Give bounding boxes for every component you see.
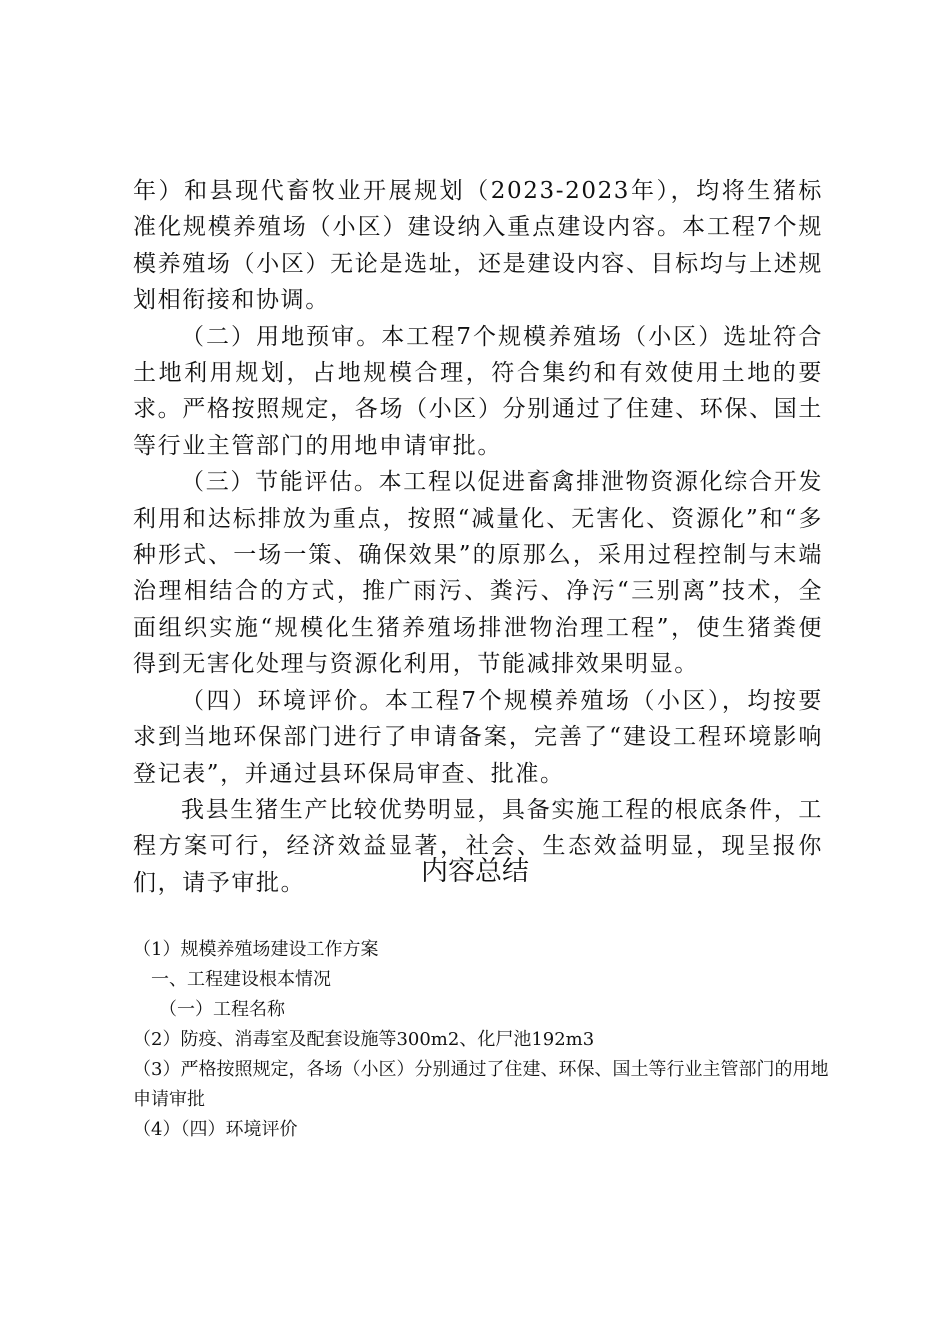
main-body-text <box>133 173 823 901</box>
paragraph-environment-assessment: （四）环境评价。本工程7个规模养殖场（小区），均按要求到当地环保部门进行了申请备案，完善了“建设工程环境影响登记表”，并通过县环保局审查、批准。 <box>133 687 823 787</box>
paragraph-land-use-review: （二）用地预审。本工程7个规模养殖场（小区）选址符合土地利用规划，占地规模合理，符合集约和有效使用土地的要求。严格按照规定，各场（小区）分别通过了住建、环保、国土等行业主管部门的用地申请审批。 <box>133 323 823 459</box>
summary-item: （3）严格按照规定，各场（小区）分别通过了住建、环保、国土等行业主管部门的用地申请审批 <box>133 1059 829 1110</box>
summary-list <box>133 935 833 1145</box>
summary-item: （2）防疫、消毒室及配套设施等300m2、化尸池192m3 <box>133 1029 595 1050</box>
summary-item: （4）（四）环境评价 <box>133 1119 298 1140</box>
summary-item: 一、工程建设根本情况 <box>151 969 331 990</box>
summary-item: （一）工程名称 <box>159 999 285 1020</box>
paragraph-energy-assessment: （三）节能评估。本工程以促进畜禽排泄物资源化综合开发利用和达标排放为重点，按照“减量化、无害化、资源化”和“多种形式、一场一策、确保效果”的原那么，采用过程控制与末端治理相结合的方式，推广雨污、粪污、净污“三别离”技术，全面组织实施“规模化生猪养殖场排泄物治理工程”，使生猪粪便得到无害化处理与资源化利用，节能减排效果明显。 <box>133 469 823 678</box>
summary-item: （1）规模养殖场建设工作方案 <box>133 939 379 960</box>
paragraph-planning-continuation: 年）和县现代畜牧业开展规划（2023-2023年），均将生猪标准化规模养殖场（小区）建设纳入重点建设内容。本工程7个规模养殖场（小区）无论是选址，还是建设内容、目标均与上述规划相衔接和协调。 <box>133 178 823 314</box>
paragraph-conclusion: 我县生猪生产比较优势明显，具备实施工程的根底条件，工程方案可行，经济效益显著，社会、生态效益明显，现呈报你们，请予审批。 <box>133 796 823 896</box>
summary-title: 内容总结 <box>421 856 529 887</box>
